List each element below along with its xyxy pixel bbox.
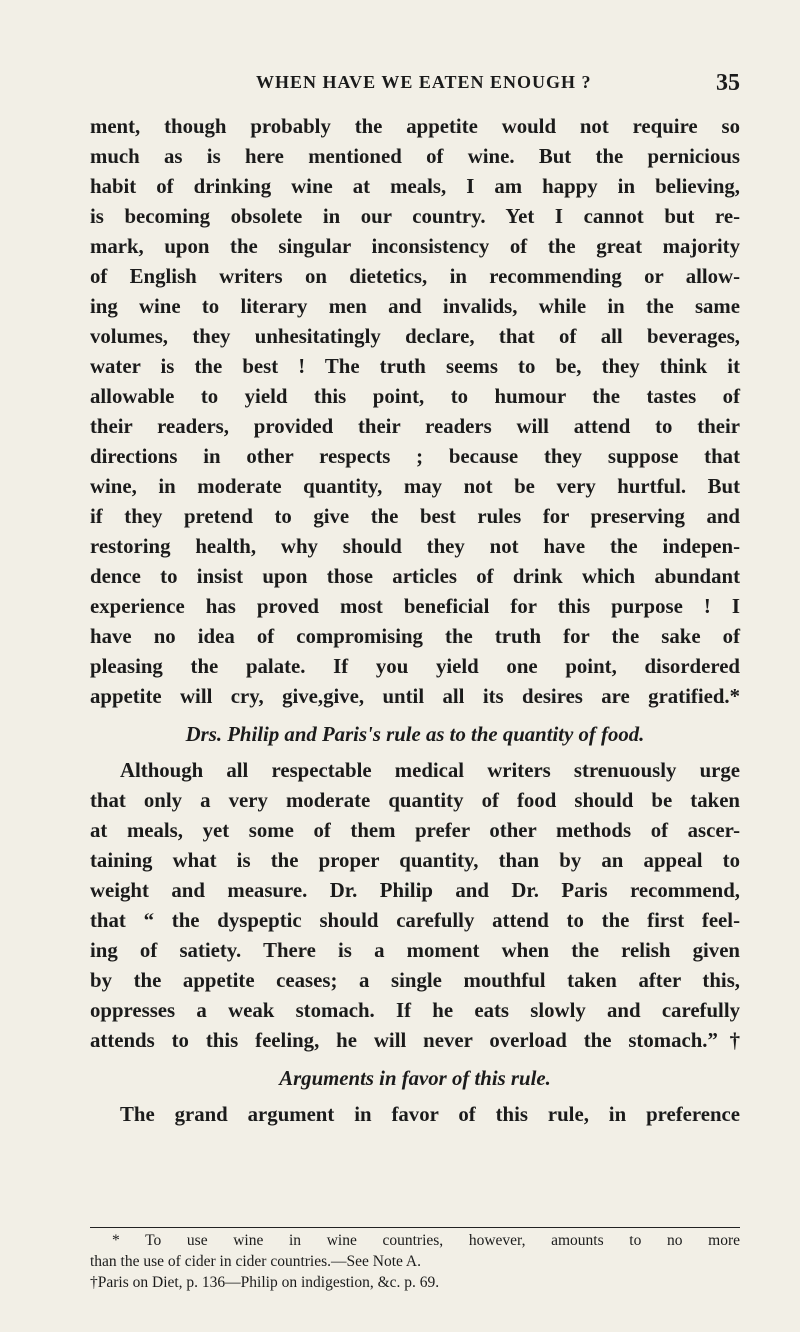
text-line: attends to this feeling, he will never overload the stomach.”†	[90, 1029, 740, 1052]
text-line: experience has proved most beneficial for this purpose ! I	[90, 595, 740, 618]
text-line: habit of drinking wine at meals, I am happy in believing,	[90, 175, 740, 198]
text-line: Although all respectable medical writers strenuously urge	[120, 759, 740, 782]
text-line: at meals, yet some of them prefer other methods of ascer-	[90, 819, 740, 842]
section-heading-rule: Drs. Philip and Paris's rule as to the quantity of food.	[185, 723, 645, 746]
footnote-divider	[90, 1227, 740, 1228]
text-line: their readers, provided their readers will attend to their	[90, 415, 740, 438]
text-line: mark, upon the singular inconsistency of the great majority	[90, 235, 740, 258]
text-line: ment, though probably the appetite would not require so	[90, 115, 740, 138]
text-line: appetite will cry, give,give, until all its desires are gratified.*	[90, 685, 740, 708]
text-line: is becoming obsolete in our country. Yet I cannot but re-	[90, 205, 740, 228]
text-line: by the appetite ceases; a single mouthful taken after this,	[90, 969, 740, 992]
footnote-line: than the use of cider in cider countries.—See Note A.	[90, 1253, 421, 1270]
text-line: wine, in moderate quantity, may not be very hurtful. But	[90, 475, 740, 498]
text-line: restoring health, why should they not have the indepen-	[90, 535, 740, 558]
text-line: if they pretend to give the best rules for preserving and	[90, 505, 740, 528]
text-line: ing wine to literary men and invalids, while in the same	[90, 295, 740, 318]
section-heading-arguments: Arguments in favor of this rule.	[279, 1067, 551, 1090]
text-line: that only a very moderate quantity of food should be taken	[90, 789, 740, 812]
text-line: The grand argument in favor of this rule, in preference	[120, 1103, 740, 1126]
text-line: dence to insist upon those articles of drink which abundant	[90, 565, 740, 588]
text-line: ing of satiety. There is a moment when the relish given	[90, 939, 740, 962]
footnote-line: †Paris on Diet, p. 136—Philip on indigestion, &c. p. 69.	[90, 1274, 440, 1291]
paragraph-2	[90, 756, 740, 1056]
text-line: water is the best ! The truth seems to be, they think it	[90, 355, 740, 378]
body-text	[90, 112, 740, 1130]
text-line: much as is here mentioned of wine. But the pernicious	[90, 145, 740, 168]
text-line: that “ the dyspeptic should carefully attend to the first feel-	[90, 909, 740, 932]
text-line: allowable to yield this point, to humour the tastes of	[90, 385, 740, 408]
text-line: oppresses a weak stomach. If he eats slowly and carefully	[90, 999, 740, 1022]
paragraph-1	[90, 112, 740, 712]
running-head	[90, 72, 740, 102]
text-line: volumes, they unhesitatingly declare, that of all beverages,	[90, 325, 740, 348]
running-head-title: WHEN HAVE WE EATEN ENOUGH ?	[256, 72, 592, 92]
text-line: taining what is the proper quantity, than by an appeal to	[90, 849, 740, 872]
text-line: have no idea of compromising the truth for the sake of	[90, 625, 740, 648]
paragraph-3	[90, 1100, 740, 1130]
footnotes	[90, 1230, 740, 1293]
page-number: 35	[716, 70, 740, 96]
footnote-line: * To use wine in wine countries, however, amounts to no more	[112, 1232, 740, 1249]
text-line: directions in other respects ; because they suppose that	[90, 445, 740, 468]
text-line: pleasing the palate. If you yield one point, disordered	[90, 655, 740, 678]
text-line: weight and measure. Dr. Philip and Dr. Paris recommend,	[90, 879, 740, 902]
text-line: of English writers on dietetics, in recommending or allow-	[90, 265, 740, 288]
